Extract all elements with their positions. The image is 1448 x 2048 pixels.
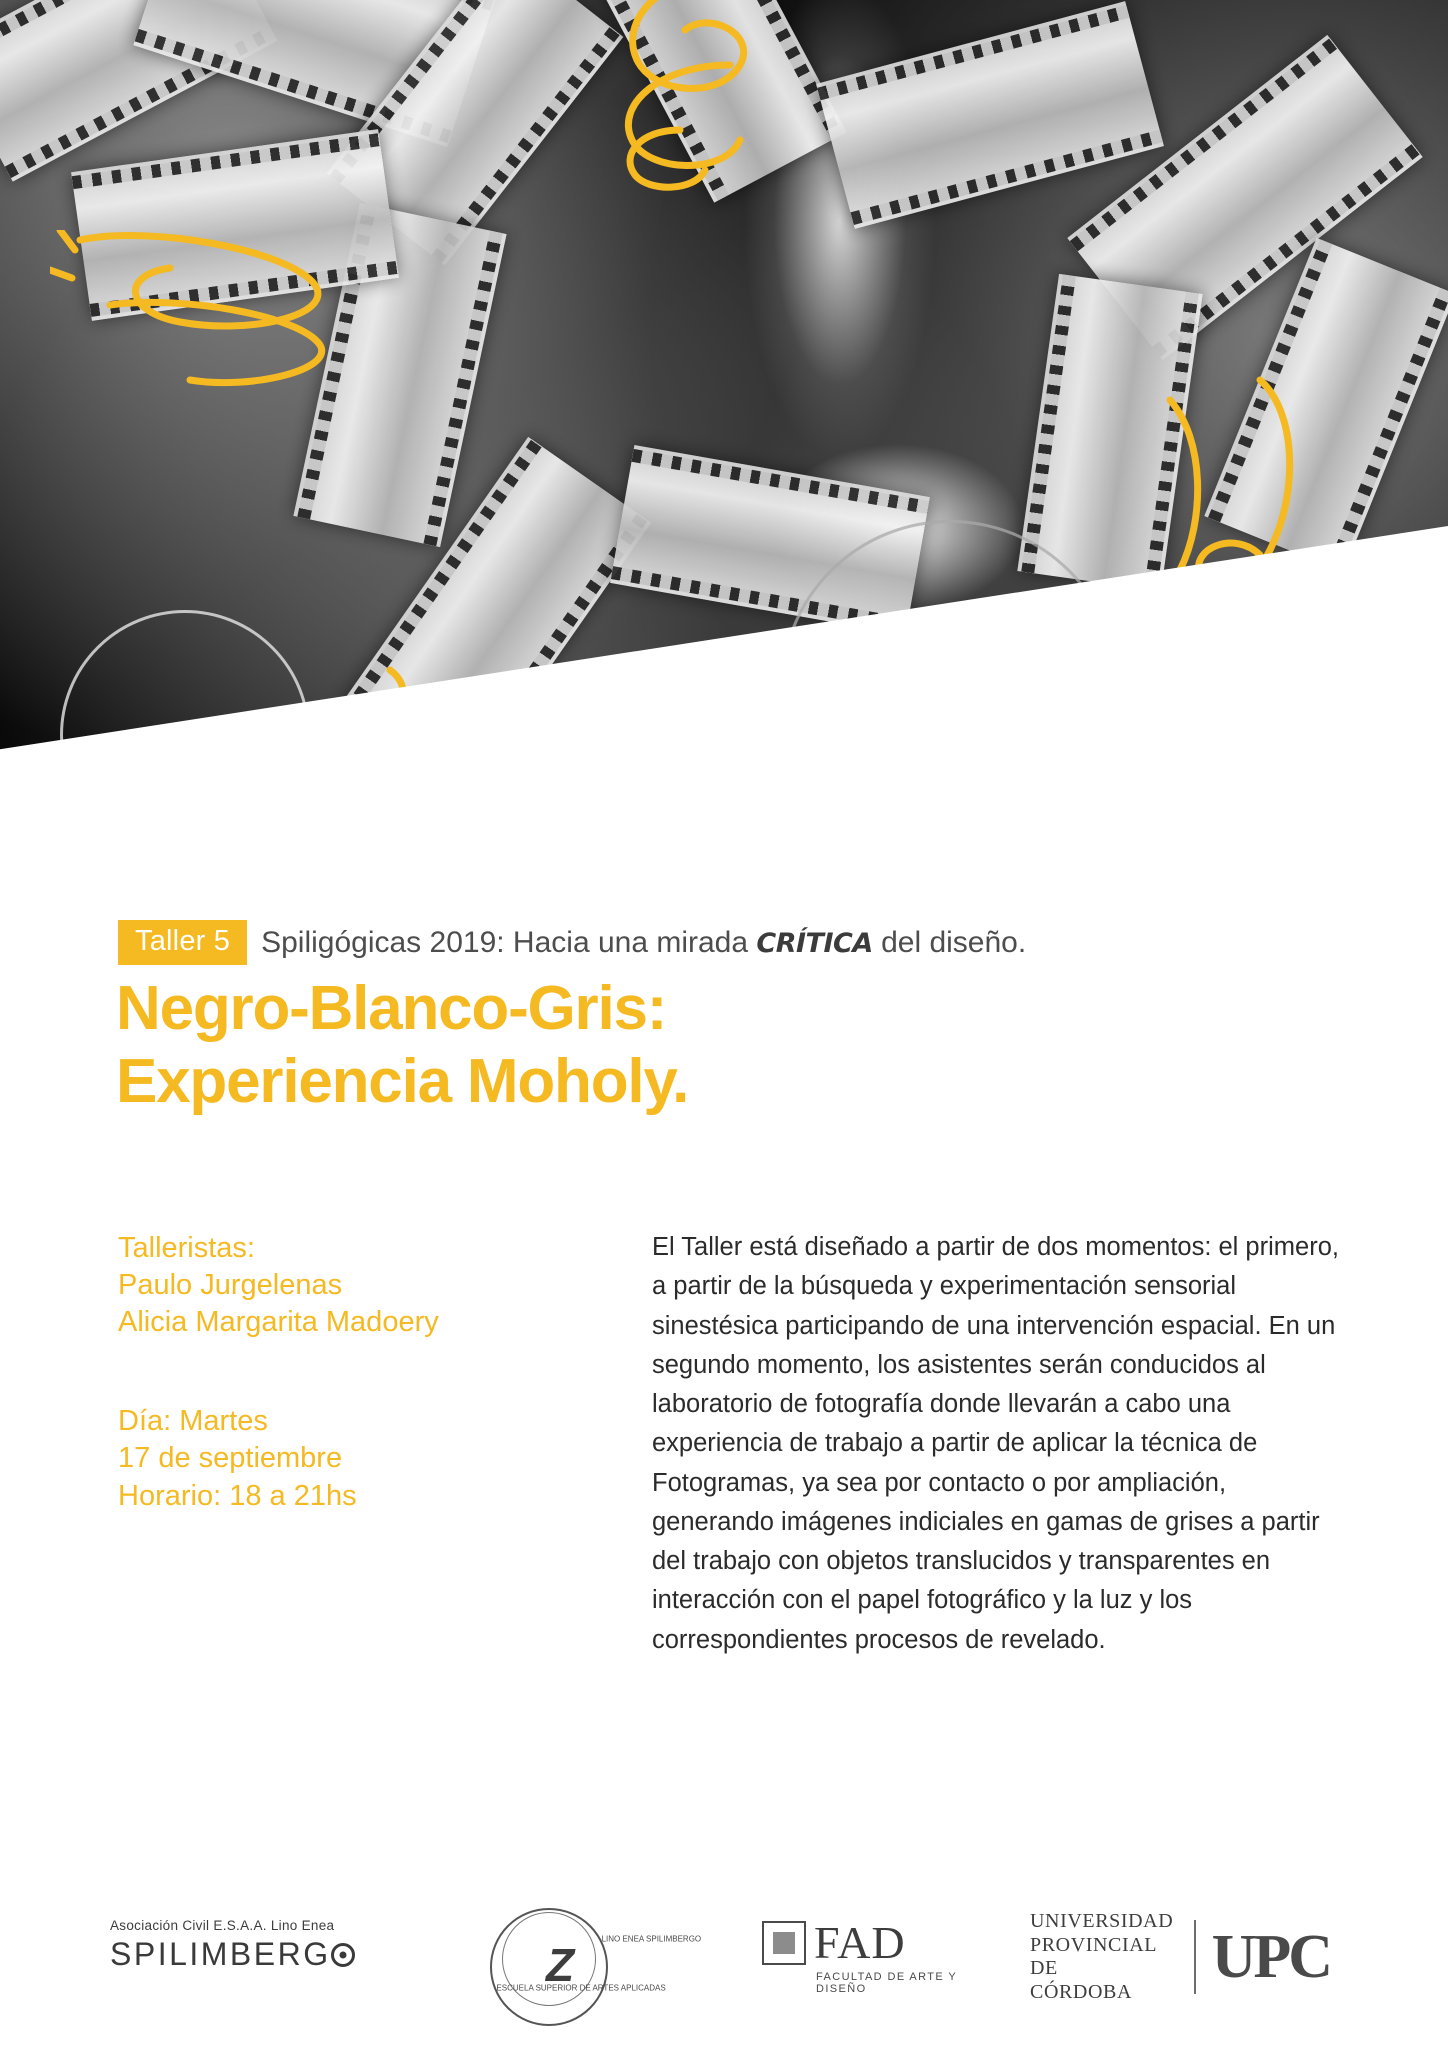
- upc-line-2: PROVINCIAL DE: [1030, 1933, 1157, 1980]
- kicker-text-before: Spiligógicas 2019: Hacia una mirada: [261, 925, 749, 959]
- presenters-label: Talleristas:: [118, 1232, 255, 1264]
- upc-logo: [1030, 1910, 1330, 2004]
- seal-ring-text: [490, 1900, 702, 2018]
- kicker-row: [118, 920, 1026, 965]
- workshop-badge: Taller 5: [118, 920, 247, 965]
- upc-words: [1030, 1910, 1178, 2004]
- hero-image: [0, 0, 1448, 880]
- presenter-2: Alicia Margarita Madoery: [118, 1306, 439, 1339]
- fad-square-icon: [762, 1921, 806, 1965]
- description-text: El Taller está diseñado a partir de dos momentos: el primero, a partir de la búsqueda y experimentación sensorial sinestésica participando de una intervención espacial. En un segundo momento, los asistentes serán conducidos al laboratorio de fotografía donde llevarán a cabo una experiencia de trabajo a partir de aplicar la técnica de Fotogramas, ya sea por contacto o por ampliación, generando imágenes indiciales en gamas de grises a partir del trabajo con objetos translucidos y transparentes en interacción con el papel fotográfico y la luz y los correspondientes procesos de revelado.: [652, 1233, 1339, 1654]
- spilimbergo-logo: [110, 1918, 410, 1973]
- esaa-seal-logo: [490, 1900, 702, 2030]
- title-line-2: Experiencia Moholy.: [116, 1047, 689, 1117]
- details-column: [118, 1230, 478, 1515]
- seal-ring-top: ESCUELA SUPERIOR DE ARTES APLICADAS: [496, 1983, 666, 1993]
- time-label: Horario: 18 a 21hs: [118, 1479, 357, 1512]
- spilimbergo-wordmark: SPILIMBERG: [110, 1936, 331, 1972]
- day-label: Día: Martes: [118, 1405, 268, 1438]
- footer-logos: [0, 1900, 1448, 2020]
- fad-logo: [762, 1917, 962, 1995]
- fad-wordmark: FAD: [814, 1917, 906, 1968]
- kicker-emphasis: CRÍTICA: [756, 927, 873, 959]
- kicker-text-after: del diseño.: [881, 925, 1027, 959]
- page-title: [116, 972, 1316, 1118]
- fad-row: [762, 1917, 962, 1968]
- title-line-1: Negro-Blanco-Gris:: [116, 974, 667, 1043]
- spilimbergo-logo-title: [110, 1936, 410, 1973]
- kicker-text: [261, 926, 1026, 960]
- spilimbergo-logo-subtitle: Asociación Civil E.S.A.A. Lino Enea: [110, 1918, 335, 1933]
- seal-letter: Z: [545, 1939, 575, 1991]
- presenter-1: Paulo Jurgelenas: [118, 1269, 343, 1302]
- upc-row: [1030, 1910, 1330, 2004]
- upc-line-1: UNIVERSIDAD: [1030, 1910, 1174, 1932]
- globe-icon: [331, 1943, 355, 1967]
- date-label: 17 de septiembre: [118, 1442, 343, 1475]
- upc-divider: [1194, 1920, 1196, 1994]
- upc-line-3: CÓRDOBA: [1030, 1980, 1132, 2003]
- seal-ring-bottom: LINO ENEA SPILIMBERGO: [601, 1934, 702, 1944]
- fad-subtitle: FACULTAD DE ARTE Y DISEÑO: [816, 1971, 957, 1995]
- spacer: [118, 1341, 478, 1403]
- upc-monogram: UPC: [1211, 1923, 1330, 1992]
